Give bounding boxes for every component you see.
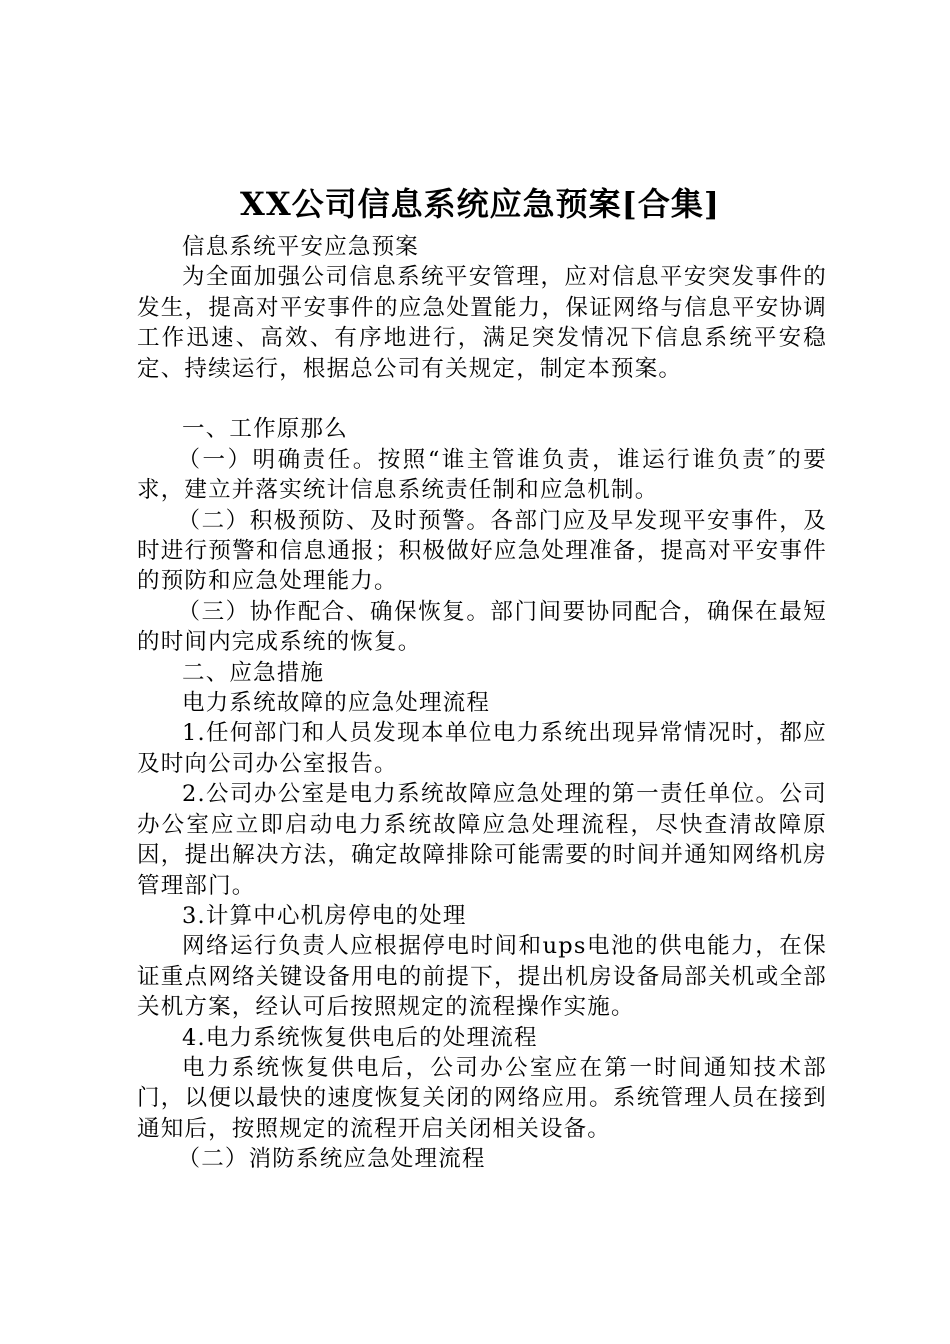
paragraph-intro: 为全面加强公司信息系统平安管理，应对信息平安突发事件的发生，提高对平安事件的应急处置能力，保证网络与信息平安协调工作迅速、高效、有序地进行，满足突发情况下信息系统平安稳定、持续运行，根据总公司有关规定，制定本预案。 [137, 264, 827, 382]
paragraph-principle-3: （三）协作配合、确保恢复。部门间要协同配合，确保在最短的时间内完成系统的恢复。 [137, 598, 827, 656]
document-title: XX公司信息系统应急预案[合集] [240, 185, 720, 223]
paragraph-step-3-body: 网络运行负责人应根据停电时间和ups电池的供电能力，在保证重点网络关键设备用电的前提下，提出机房设备局部关机或全部关机方案，经认可后按照规定的流程操作实施。 [137, 933, 827, 1021]
paragraph-step-4-heading: 4.电力系统恢复供电后的处理流程 [182, 1024, 538, 1051]
paragraph-section-heading: 信息系统平安应急预案 [182, 234, 420, 260]
paragraph-step-1: 1.任何部门和人员发现本单位电力系统出现异常情况时，都应及时向公司办公室报告。 [137, 720, 827, 777]
paragraph-step-4-body: 电力系统恢复供电后，公司办公室应在第一时间通知技术部门，以便以最快的速度恢复关闭的网络应用。系统管理人员在接到通知后，按照规定的流程开启关闭相关设备。 [137, 1054, 827, 1142]
paragraph-heading-measures: 二、应急措施 [182, 659, 325, 686]
paragraph-step-2: 2.公司办公室是电力系统故障应急处理的第一责任单位。公司办公室应立即启动电力系统故障应急处理流程，尽快查清故障原因，提出解决方法，确定故障排除可能需要的时间并通知网络机房管理部门。 [137, 781, 827, 899]
paragraph-principle-2: （二）积极预防、及时预警。各部门应及早发现平安事件，及时进行预警和信息通报；积极做好应急处理准备，提高对平安事件的预防和应急处理能力。 [137, 507, 827, 595]
document-body [137, 232, 827, 1175]
paragraph-power-failure-heading: 电力系统故障的应急处理流程 [182, 690, 491, 717]
paragraph-principle-1: （一）明确责任。按照“谁主管谁负责，谁运行谁负责″的要求，建立并落实统计信息系统责任制和应急机制。 [137, 446, 827, 504]
paragraph-heading-principles: 一、工作原那么 [182, 416, 348, 443]
paragraph-step-3-heading: 3.计算中心机房停电的处理 [182, 902, 467, 929]
paragraph-fire-system-heading: （二）消防系统应急处理流程 [177, 1146, 486, 1173]
